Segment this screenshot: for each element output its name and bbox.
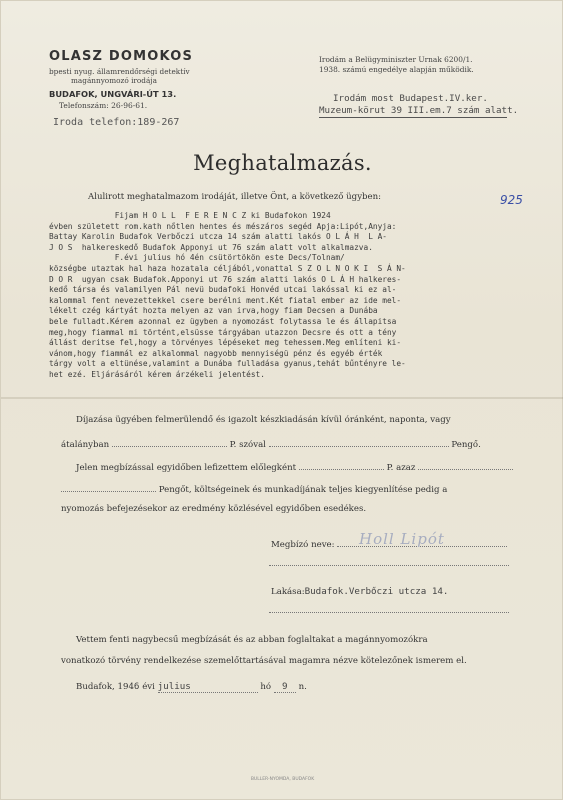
printer-mark: BULLER-NYOMDA, BUDAFOK: [250, 777, 315, 782]
advance-amount-blank: [299, 460, 384, 470]
typed-line: állást deritse fel,hogy a törvényes lépéseket meg tehessem.Meg említeni ki-: [49, 338, 402, 348]
p-azaz-label: P. azaz: [386, 463, 416, 473]
advance-words-blank: [418, 460, 513, 470]
client-signature: Holl Lipót: [359, 530, 445, 548]
office-phone-typed: Iroda telefon:189-267: [53, 117, 180, 128]
pengo-label: Pengő.: [451, 440, 481, 450]
costs-row: [61, 482, 447, 495]
year-digit: 6: [133, 681, 140, 692]
n-label: n.: [298, 682, 307, 692]
typed-body: [49, 211, 529, 381]
day-value: 9: [274, 681, 296, 693]
costs-blank: [61, 482, 156, 492]
typed-line: évben született rom.kath nőtlen hentes és mészáros segéd Apja:Lipót,Anyja:: [49, 221, 397, 231]
letterhead-subtitle-line1: bpesti nyug. államrendőrségi detektív: [49, 67, 190, 76]
flat-fee-row: [61, 437, 481, 450]
flat-words-blank: [269, 437, 449, 447]
typed-line: J O S halkereskedő Budafok Apponyi ut 76 szám alatt volt alkalmazva.: [49, 242, 373, 252]
typed-line: kalommal fent nevezettekkel csere berélni ment.Két fiatal ember az ide mel-: [49, 295, 402, 305]
document-title: Meghatalmazás.: [193, 151, 372, 175]
license-line1: Irodám a Belügyminiszter Urnak 6200/1.: [319, 55, 473, 64]
new-office-line1: Irodám most Budapest.IV.ker.: [333, 93, 488, 104]
typed-line: kedő társa és valamilyen Pál nevü budafoki Honvéd utcai lakóssal ki ez al-: [49, 285, 397, 295]
ho-label: hó: [260, 682, 272, 692]
typed-line: meg,hogy fiammal mi történt,elsüsse tárgyában utazzon Decsre és ott a tény: [49, 327, 397, 337]
letterhead-phone: Telefonszám: 26-96-61.: [59, 101, 148, 110]
new-office-typed: [319, 93, 518, 116]
intro-text: Alulirott meghatalmazom irodáját, illetve Önt, a következő ügyben:: [88, 192, 382, 202]
typed-line: bele fulladt.Kérem azonnal ez ügyben a nyomozást folytassa le és állapitsa: [49, 316, 397, 326]
month-value: julius: [158, 681, 258, 693]
residence-value: Budafok.Verbőczi utcza 14.: [304, 586, 449, 597]
typed-line: vánom,hogy fiammál ez alkalommal nagyobb mennyiségü pénz és egyéb érték: [49, 348, 383, 358]
year-prefix: 194: [117, 682, 134, 692]
typed-line: lékelt czég kártyát hozta melyen az van irva,hogy fiam Decsen a Dunába: [49, 306, 378, 316]
fold-line: [1, 397, 563, 399]
typed-line: községbe utaztak hal haza hozatala céljából,vonattal S Z O L N O K I S Á N-: [49, 263, 406, 273]
place: Budafok,: [76, 682, 115, 692]
client-extra-line: [269, 564, 509, 566]
license-line2: 1938. számú engedélye alapján működik.: [319, 64, 474, 74]
typed-line: F.évi julius hó 4én csütörtökön este Decs/Tolnam/: [49, 253, 345, 263]
letterhead-address: BUDAFOK, UNGVÁRI-ÚT 13.: [49, 89, 177, 99]
pengo-costs-text: Pengőt, költségeinek és munkadíjának teljes kiegyenlítése pedig a: [158, 485, 448, 495]
date-row: [76, 681, 307, 693]
typed-line: het ezé. Eljárásáról kérem árzékeli jelentést.: [49, 369, 265, 379]
new-office-line2: Muzeum-körut 39 III.em.7 szám alatt.: [319, 104, 519, 116]
advance-label: Jelen megbízással egyidőben lefizettem előlegként: [76, 463, 297, 473]
letterhead-subtitle-line2: magánnyomozó irodája: [71, 76, 157, 85]
fee-line: Díjazása ügyében felmerülendő és igazolt készkiadásán kívül óránként, naponta, vagy: [76, 415, 451, 425]
ack-line2: vonatkozó törvény rendelkezése szemelőttartásával magamra nézve kötelezőnek ismerem el.: [61, 656, 467, 666]
flat-label: átalányban: [61, 440, 110, 450]
typed-line: D O R ugyan csak Budafok.Apponyi ut 76 szám alatti lakós O L Á H halkeres-: [49, 274, 402, 284]
letterhead-subtitle: [49, 67, 190, 85]
flat-amount-blank: [112, 437, 227, 447]
typed-line: tárgy volt a eltünése,valamint a Dunába fulladása gyanus,tehát bűntényre le-: [49, 359, 406, 369]
evi-label: évi: [142, 682, 155, 692]
residence-extra-line: [269, 611, 509, 613]
typed-line: Battay Karolin Budafok Verbőczi utcza 14 szám alatti lakós O L Á H L A-: [49, 232, 387, 242]
client-label: Megbízó neve:: [271, 540, 335, 550]
residence-row: [271, 586, 448, 597]
advance-row: [76, 460, 513, 473]
residence-label: Lakása:: [271, 587, 305, 597]
handwritten-number: 925: [500, 193, 523, 207]
p-szoval-label: P. szóval: [229, 440, 266, 450]
license-note: [319, 55, 474, 74]
letterhead-name: OLASZ DOMOKOS: [49, 49, 194, 64]
typed-line: Fijam H O L L F E R E N C Z ki Budafokon 1924: [49, 211, 331, 220]
completion-text: nyomozás befejezésekor az eredmény közlésével egyidőben esedékes.: [61, 504, 367, 514]
new-office-underline: [319, 117, 507, 118]
ack-line1: Vettem fenti nagybecsű megbízását és az abban foglaltakat a magánnyomozókra: [76, 635, 428, 645]
